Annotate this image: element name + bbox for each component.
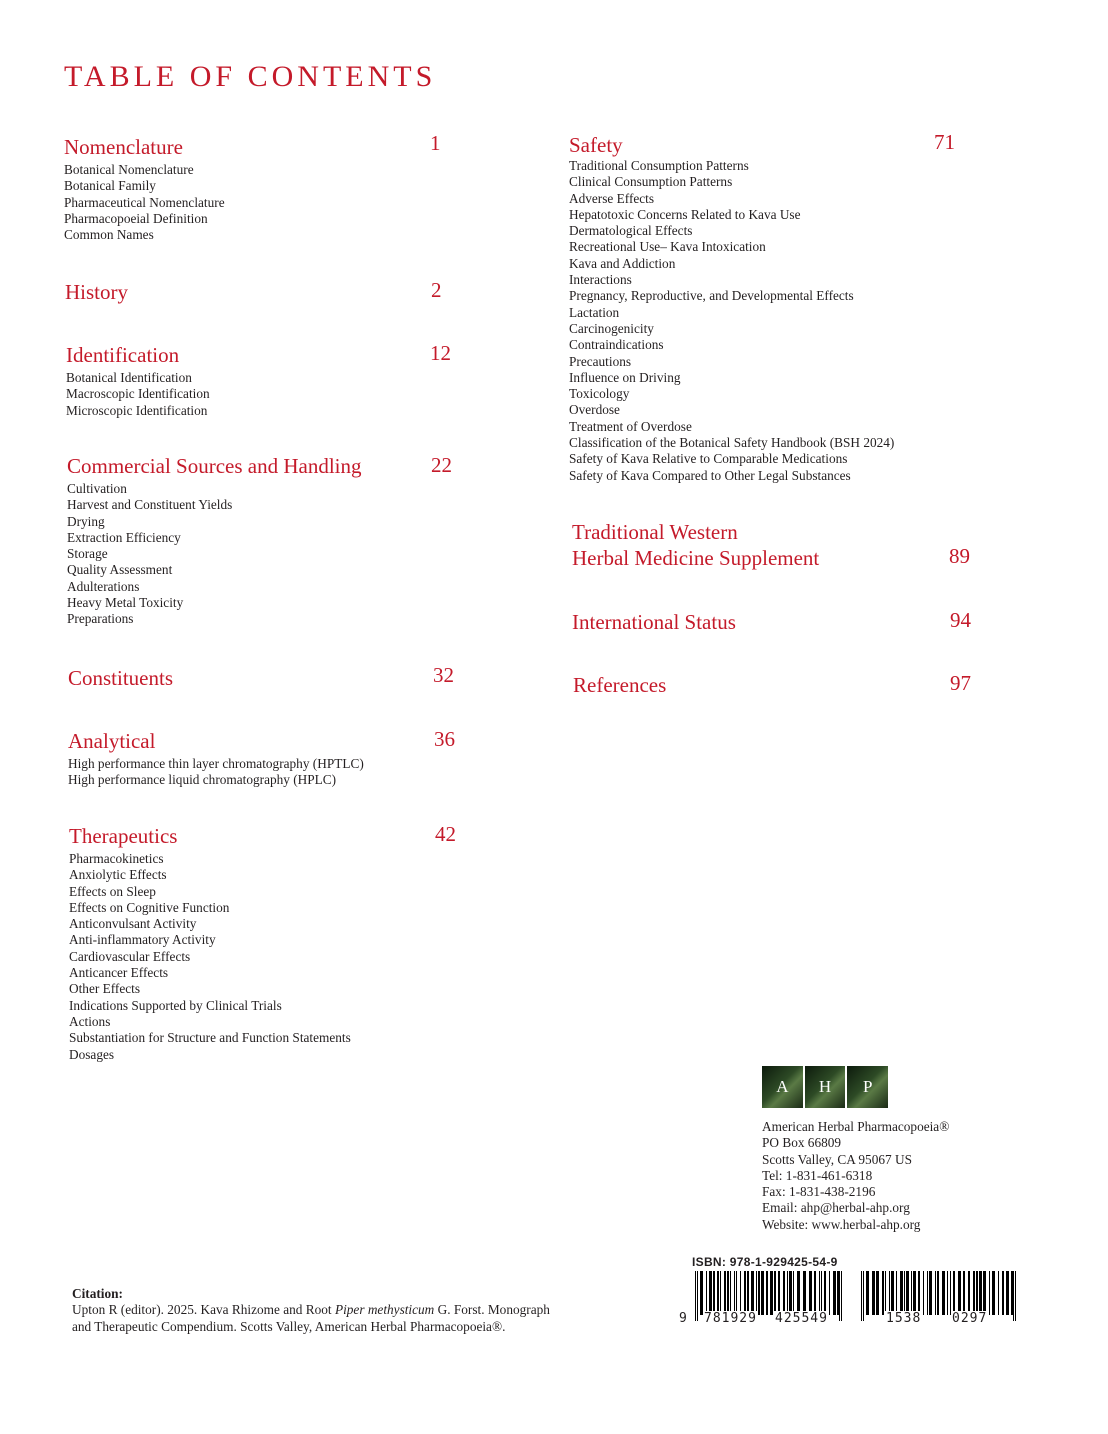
toc-item[interactable]: Pharmacokinetics	[69, 851, 164, 866]
toc-item[interactable]: Classification of the Botanical Safety Handbook (BSH 2024)	[569, 435, 895, 451]
toc-section-traditional-western	[572, 520, 970, 570]
toc-item[interactable]: Storage	[67, 546, 108, 562]
section-title[interactable]: Nomenclature	[64, 135, 183, 159]
section-title-line1[interactable]: Traditional Western	[572, 520, 738, 544]
toc-item[interactable]: Botanical Family	[64, 178, 156, 194]
toc-item[interactable]: Common Names	[64, 227, 154, 243]
toc-section-safety	[569, 130, 955, 484]
toc-item[interactable]: Substantiation for Structure and Function Statements	[69, 1030, 351, 1046]
toc-item[interactable]: Actions	[69, 1013, 111, 1029]
toc-item[interactable]: Toxicology	[569, 386, 630, 402]
publisher-name: American Herbal Pharmacopoeia®	[762, 1119, 950, 1134]
citation-label: Citation:	[72, 1286, 123, 1301]
section-page-number: 94	[950, 608, 971, 632]
section-title[interactable]: International Status	[572, 610, 736, 634]
citation-block	[72, 1286, 550, 1335]
barcode-digits-left: 781929	[704, 1311, 757, 1326]
toc-item[interactable]: Traditional Consumption Patterns	[569, 158, 749, 173]
section-title[interactable]: Analytical	[68, 729, 156, 753]
publisher-address	[762, 1119, 949, 1233]
toc-item[interactable]: Adulterations	[67, 578, 140, 594]
section-title[interactable]: Safety	[569, 133, 623, 157]
toc-item[interactable]: Anticonvulsant Activity	[69, 916, 197, 932]
toc-item[interactable]: Other Effects	[69, 981, 141, 997]
telephone: Tel: 1-831-461-6318	[762, 1167, 873, 1183]
toc-section-identification	[66, 341, 451, 419]
toc-section-history	[65, 278, 442, 304]
species-name: Piper methysticum	[334, 1302, 435, 1318]
logo-letter: A	[762, 1066, 805, 1108]
toc-item[interactable]: Quality Assessment	[67, 562, 173, 578]
section-page-number: 97	[950, 671, 971, 695]
toc-section-nomenclature	[64, 131, 441, 243]
barcode-digit: 9	[679, 1311, 688, 1326]
logo-letter: H	[805, 1066, 848, 1108]
toc-item[interactable]: Microscopic Identification	[66, 402, 208, 418]
city-line: Scotts Valley, CA 95067 US	[762, 1151, 912, 1167]
toc-item[interactable]: High performance liquid chromatography (HPLC)	[68, 772, 337, 788]
toc-section-commercial-sources	[67, 453, 452, 628]
logo-letter: P	[847, 1066, 888, 1108]
page-title: TABLE OF CONTENTS	[64, 60, 437, 93]
section-page-number: 2	[431, 278, 442, 302]
section-title[interactable]: Constituents	[68, 666, 174, 690]
toc-item[interactable]: Botanical Identification	[66, 370, 192, 385]
toc-item[interactable]: Hepatotoxic Concerns Related to Kava Use	[569, 206, 801, 222]
website-link[interactable]: Website: www.herbal-ahp.org	[762, 1216, 921, 1232]
section-page-number: 42	[435, 822, 456, 846]
section-title[interactable]: Therapeutics	[69, 824, 178, 848]
toc-item[interactable]: Pharmacopoeial Definition	[64, 210, 208, 226]
toc-item[interactable]: Cardiovascular Effects	[69, 948, 191, 964]
toc-section-constituents	[68, 663, 454, 690]
toc-section-references	[573, 671, 971, 697]
section-title-line2[interactable]: Herbal Medicine Supplement	[572, 546, 820, 570]
toc-item[interactable]: Carcinogenicity	[569, 320, 654, 336]
toc-section-international-status	[572, 608, 971, 634]
citation-line2: and Therapeutic Compendium. Scotts Valley, American Herbal Pharmacopoeia®.	[72, 1318, 506, 1334]
toc-item[interactable]: Safety of Kava Relative to Comparable Medications	[569, 451, 848, 467]
toc-item[interactable]: Lactation	[569, 304, 620, 320]
section-title[interactable]: History	[65, 280, 128, 304]
section-title[interactable]: Commercial Sources and Handling	[67, 454, 362, 478]
addon-digits-right: 0297	[952, 1311, 988, 1326]
toc-item[interactable]: Adverse Effects	[569, 190, 655, 206]
toc-item[interactable]: Harvest and Constituent Yields	[67, 497, 233, 513]
fax: Fax: 1-831-438-2196	[762, 1184, 876, 1200]
toc-item[interactable]: Treatment of Overdose	[569, 418, 692, 434]
section-page-number: 36	[434, 727, 455, 751]
toc-item[interactable]: Anti-inflammatory Activity	[69, 932, 216, 948]
section-page-number: 71	[934, 130, 955, 154]
toc-item[interactable]: Macroscopic Identification	[66, 386, 210, 402]
barcode-digits-right: 425549	[775, 1311, 828, 1326]
toc-item[interactable]: Safety of Kava Compared to Other Legal Substances	[569, 467, 851, 483]
toc-item[interactable]: Pregnancy, Reproductive, and Developmental Effects	[569, 288, 854, 304]
toc-item[interactable]: High performance thin layer chromatography (HPTLC)	[68, 756, 364, 771]
section-page-number: 1	[430, 131, 441, 155]
toc-item[interactable]: Drying	[67, 513, 105, 529]
ahp-logo	[762, 1066, 888, 1108]
toc-item[interactable]: Anticancer Effects	[69, 965, 169, 981]
isbn-label: ISBN: 978-1-929425-54-9	[692, 1255, 838, 1269]
toc-item[interactable]: Recreational Use– Kava Intoxication	[569, 239, 766, 255]
toc-item[interactable]: Effects on Sleep	[69, 883, 156, 899]
addon-digits-left: 1538	[886, 1311, 922, 1326]
toc-item[interactable]: Extraction Efficiency	[67, 529, 181, 545]
toc-item[interactable]: Precautions	[569, 353, 632, 369]
toc-item[interactable]: Clinical Consumption Patterns	[569, 174, 733, 190]
section-page-number: 12	[430, 341, 451, 365]
email-link[interactable]: Email: ahp@herbal-ahp.org	[762, 1200, 910, 1216]
toc-item[interactable]: Overdose	[569, 402, 620, 418]
section-title[interactable]: References	[573, 673, 667, 697]
citation-text: G. Forst. Monograph	[434, 1302, 550, 1318]
toc-item[interactable]: Pharmaceutical Nomenclature	[64, 194, 225, 210]
citation-line1	[72, 1302, 550, 1318]
po-box: PO Box 66809	[762, 1135, 842, 1151]
toc-section-therapeutics	[69, 822, 456, 1063]
toc-item[interactable]: Contraindications	[569, 337, 664, 353]
toc-item[interactable]: Cultivation	[67, 481, 127, 496]
toc-item[interactable]: Dermatological Effects	[569, 223, 693, 239]
toc-item[interactable]: Dosages	[69, 1046, 115, 1062]
toc-section-analytical	[68, 727, 455, 789]
toc-item[interactable]: Effects on Cognitive Function	[69, 899, 230, 915]
toc-item[interactable]: Anxiolytic Effects	[69, 867, 167, 883]
toc-item[interactable]: Interactions	[569, 272, 632, 288]
toc-item[interactable]: Heavy Metal Toxicity	[67, 595, 184, 611]
toc-item[interactable]: Preparations	[67, 611, 134, 627]
toc-item[interactable]: Indications Supported by Clinical Trials	[69, 997, 282, 1013]
section-page-number: 22	[431, 453, 452, 477]
toc-item[interactable]: Botanical Nomenclature	[64, 162, 194, 177]
toc-item[interactable]: Kava and Addiction	[569, 255, 676, 271]
section-page-number: 32	[433, 663, 454, 687]
citation-text: Upton R (editor). 2025. Kava Rhizome and Root	[72, 1302, 335, 1318]
section-title[interactable]: Identification	[66, 343, 180, 367]
toc-item[interactable]: Influence on Driving	[569, 369, 681, 385]
section-page-number: 89	[949, 544, 970, 568]
